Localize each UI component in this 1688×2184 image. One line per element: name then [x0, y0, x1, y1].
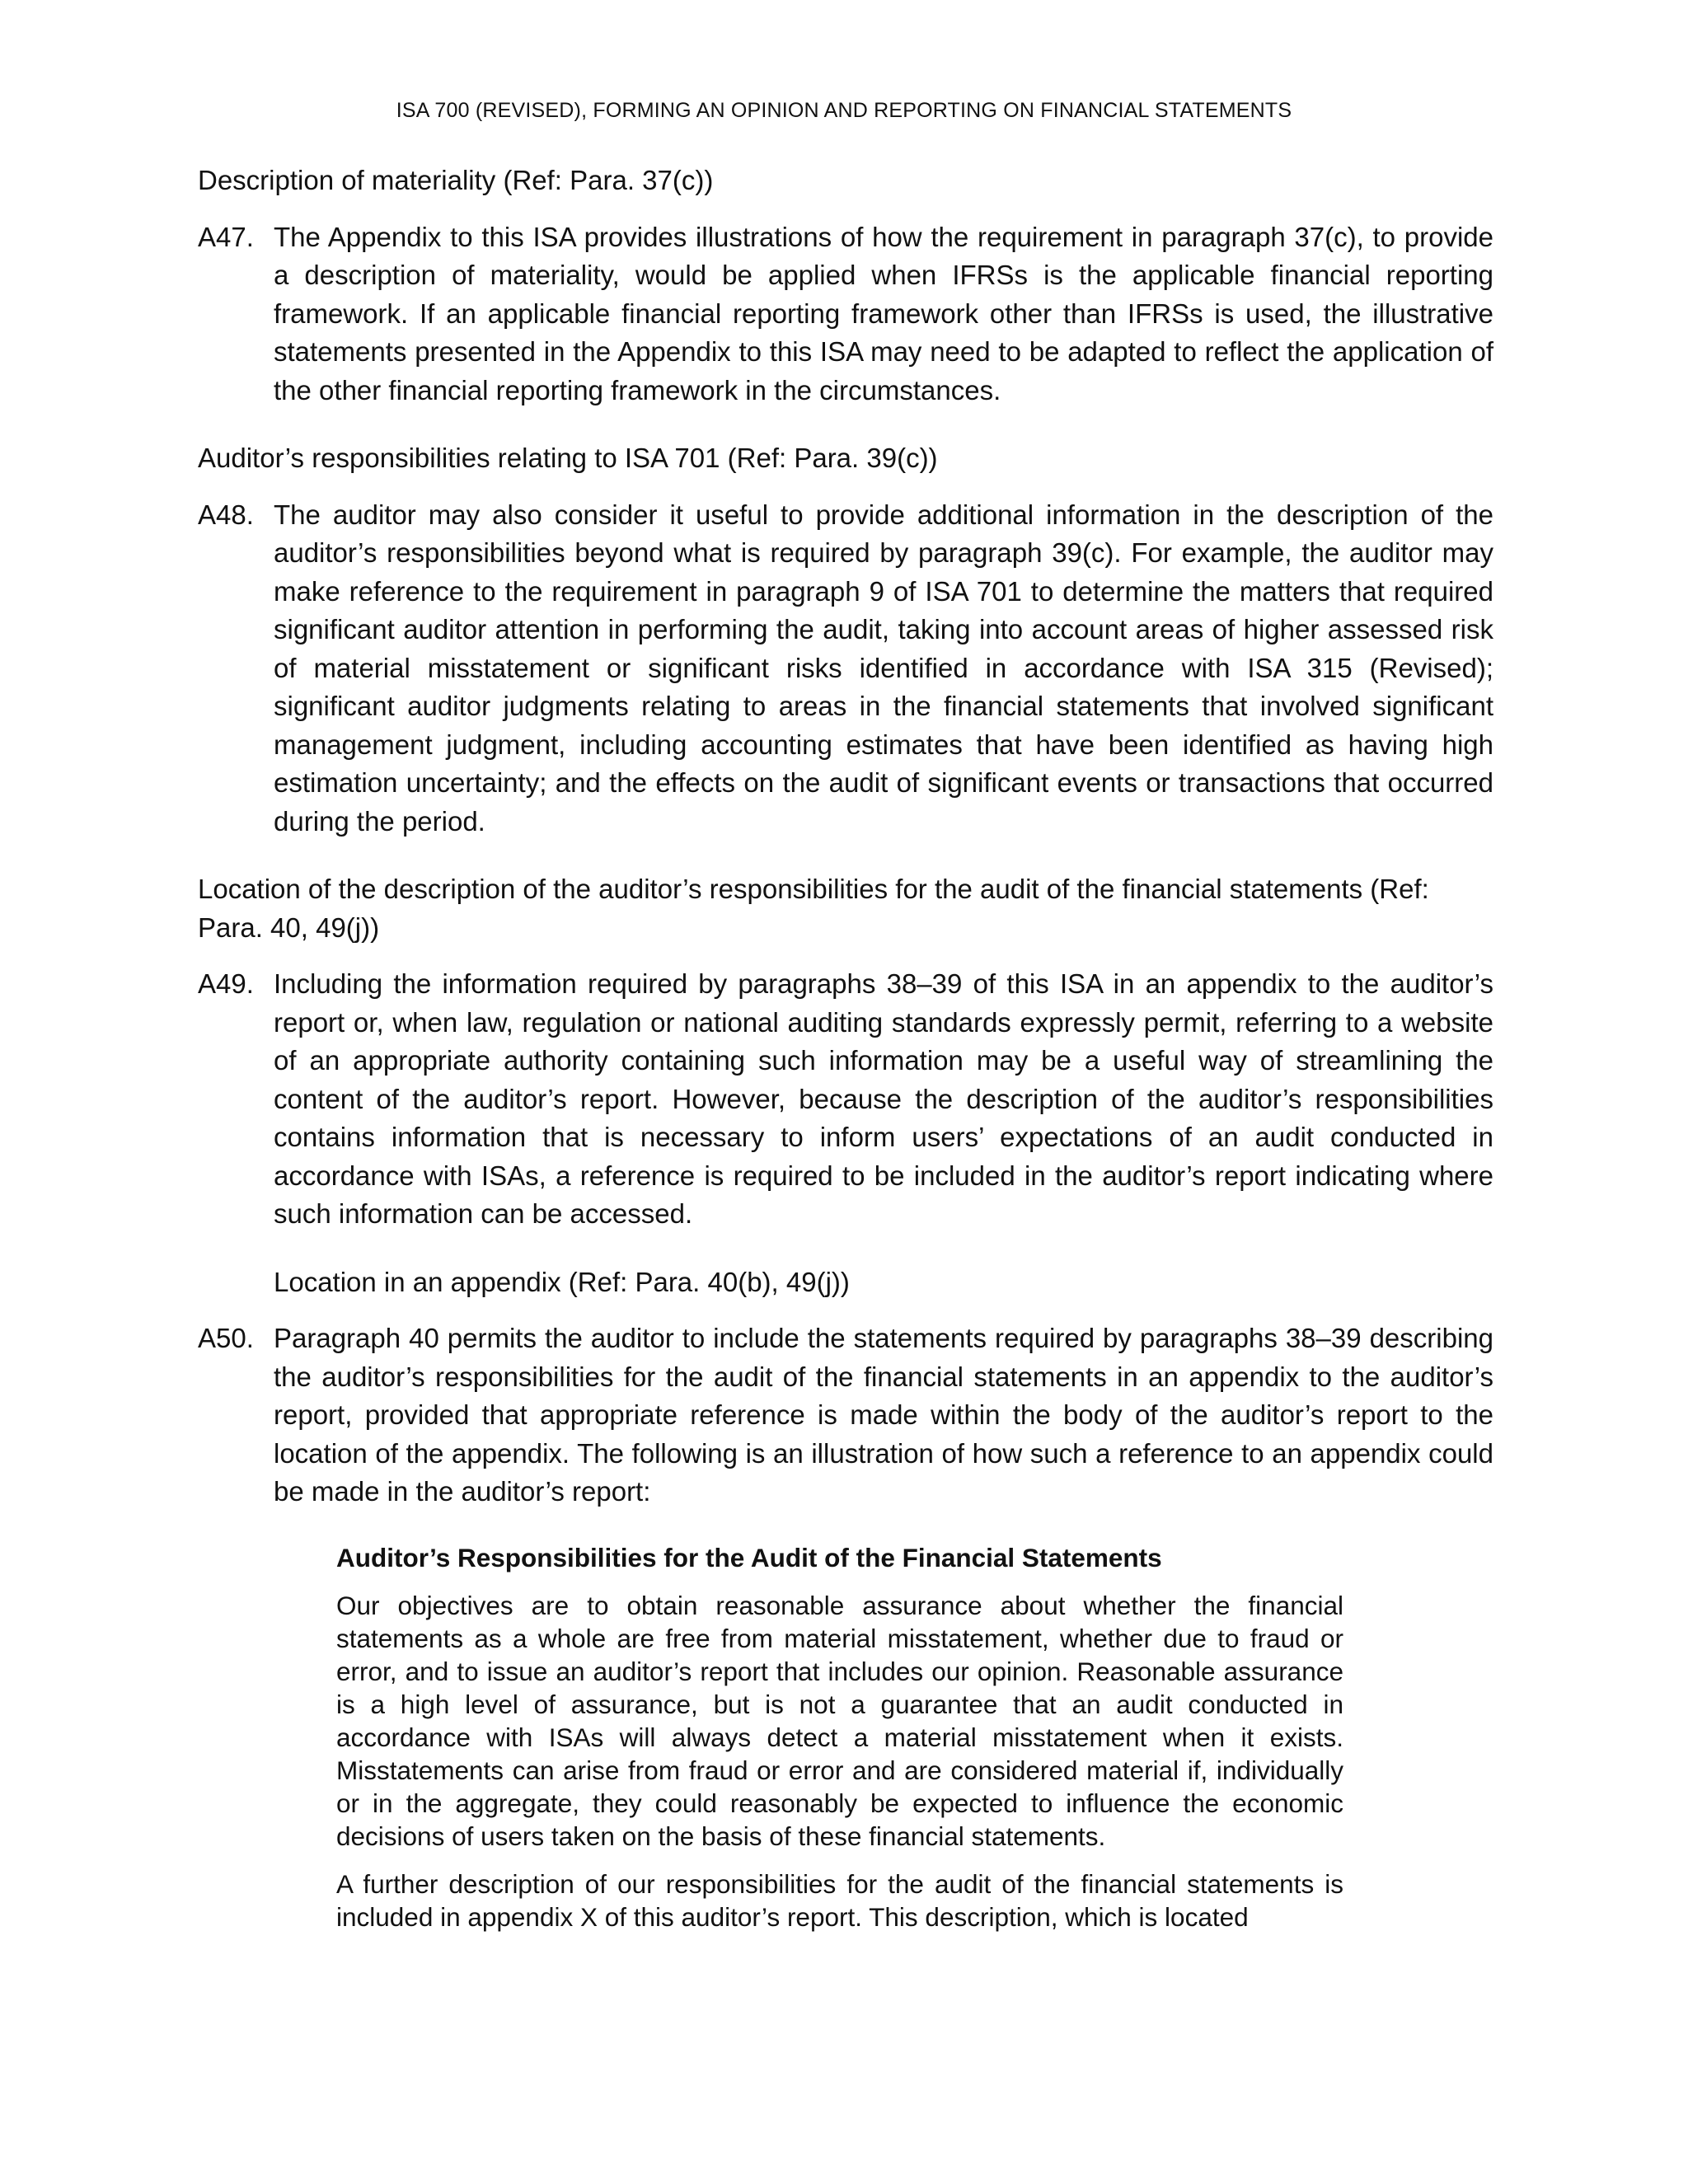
paragraph-text: The Appendix to this ISA provides illustrations of how the requirement in paragraph 37(c), to provide a description of materiality, would be applied when IFRSs is the applicable financial reporting framework. If an applicable financial reporting framework other than IFRSs is used, the illustrative statements presented in the Appendix to this ISA may need to be adapted to reflect the application of the other financial reporting framework in the circumstances.	[274, 221, 1493, 405]
paragraph-text: Paragraph 40 permits the auditor to include the statements required by paragraphs 38–39 describing the auditor’s responsibilities for the audit of the financial statements in an appendix to the auditor’s report, provided that appropriate reference is made within the body of the auditor’s report to the location of the appendix. The following is an illustration of how such a reference to an appendix could be made in the auditor’s report:	[274, 1323, 1493, 1507]
section-heading-materiality: Description of materiality (Ref: Para. 37(c))	[198, 165, 714, 195]
section-heading-appendix: Location in an appendix (Ref: Para. 40(b), 49(j))	[274, 1266, 850, 1297]
illustration-paragraph-2: A further description of our responsibilities for the audit of the financial statements is included in appendix X of this auditor’s report. This description, which is located	[336, 1868, 1343, 1932]
section-heading-location: Location of the description of the auditor’s responsibilities for the audit of the financial statements (Ref: Para. 40, 49(j))	[198, 874, 1429, 943]
paragraph-text: Including the information required by paragraphs 38–39 of this ISA in an appendix to the auditor’s report or, when law, regulation or national auditing standards expressly permit, referring to a website of an appropriate authority containing such information may be a useful way of streamlining the content of the auditor’s report. However, because the description of the auditor’s responsibilities contains information that is necessary to inform users’ expectations of an audit conducted in accordance with ISAs, a reference is required to be included in the auditor’s report indicating where such information can be accessed.	[274, 968, 1493, 1229]
page-content	[198, 162, 1493, 1948]
paragraph-text: The auditor may also consider it useful to provide additional information in the description of the auditor’s responsibilities beyond what is required by paragraph 39(c). For example, the auditor may make reference to the requirement in paragraph 9 of ISA 701 to determine the matters that required significant auditor attention in performing the audit, taking into account areas of higher assessed risk of material misstatement or significant risks identified in accordance with ISA 315 (Revised); significant auditor judgments relating to areas in the financial statements that involved significant management judgment, including accounting estimates that have been identified as having high estimation uncertainty; and the effects on the audit of significant events or transactions that occurred during the period.	[274, 499, 1493, 837]
paragraph-number: A50.	[198, 1323, 254, 1353]
paragraph-a47	[198, 218, 1493, 410]
paragraph-number: A47.	[198, 221, 254, 252]
illustration-block	[336, 1541, 1343, 1933]
illustration-title: Auditor’s Responsibilities for the Audit of the Financial Statements	[336, 1542, 1162, 1572]
paragraph-number: A48.	[198, 499, 254, 530]
paragraph-a48	[198, 496, 1493, 841]
paragraph-a49	[198, 965, 1493, 1234]
section-heading-isa701: Auditor’s responsibilities relating to ISA 701 (Ref: Para. 39(c))	[198, 443, 938, 473]
paragraph-a50	[198, 1319, 1493, 1511]
illustration-paragraph-1: Our objectives are to obtain reasonable assurance about whether the financial statements as a whole are free from material misstatement, whether due to fraud or error, and to issue an auditor’s report that includes our opinion. Reasonable assurance is a high level of assurance, but is not a guarantee that an audit conducted in accordance with ISAs will always detect a material misstatement when it exists. Misstatements can arise from fraud or error and are considered material if, individually or in the aggregate, they could reasonably be expected to influence the economic decisions of users taken on the basis of these financial statements.	[336, 1590, 1343, 1851]
running-header: ISA 700 (REVISED), FORMING AN OPINION AND REPORTING ON FINANCIAL STATEMENTS	[396, 99, 1292, 122]
paragraph-number: A49.	[198, 968, 254, 999]
